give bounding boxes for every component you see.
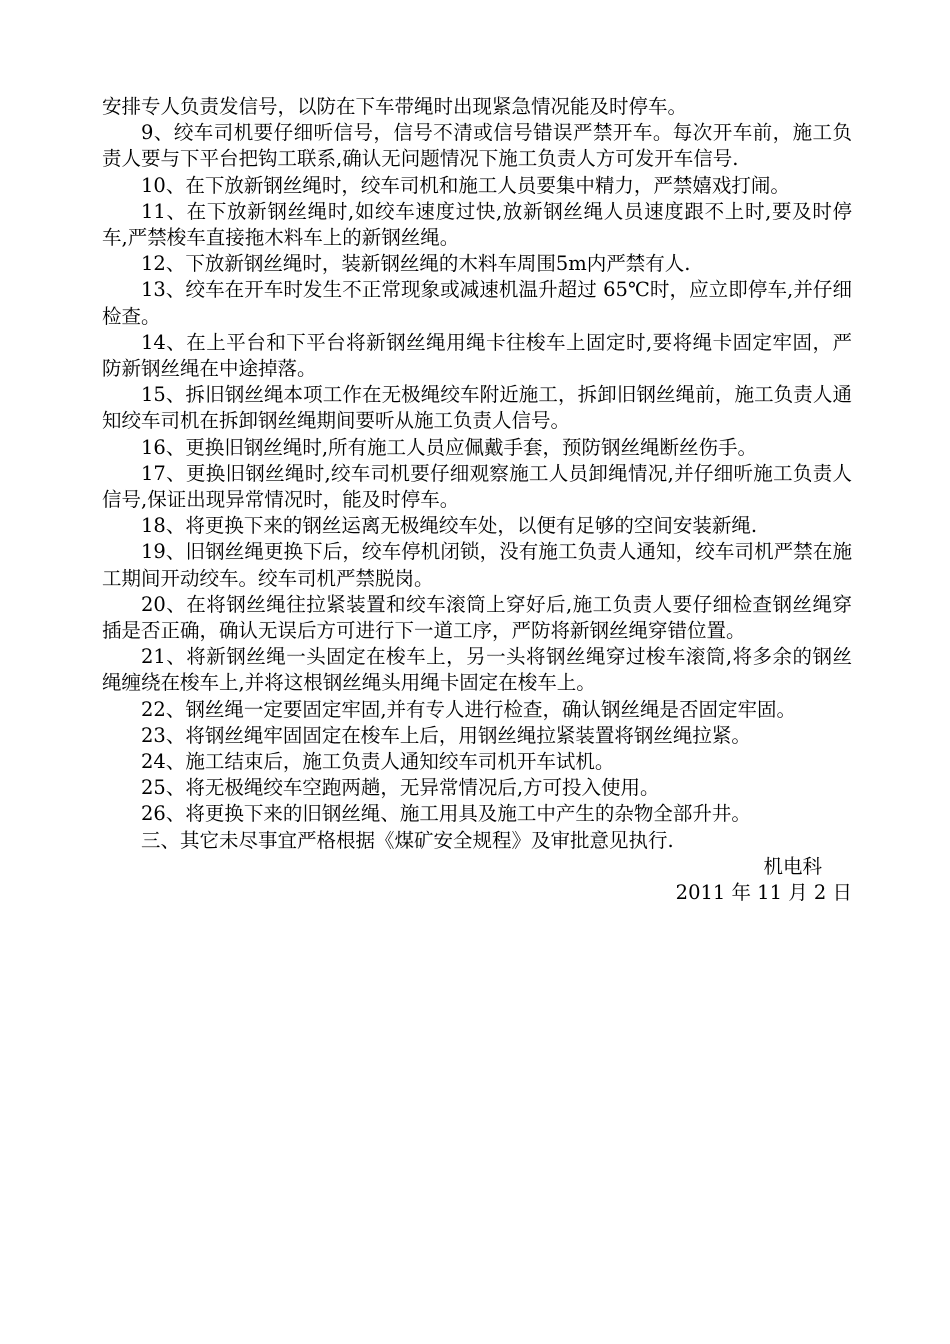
paragraph-continuation: 安排专人负责发信号，以防在下车带绳时出现紧急情况能及时停车。 xyxy=(102,95,688,118)
paragraph-item-17: 17、更换旧钢丝绳时,绞车司机要仔细观察施工人员卸绳情况,并仔细听施工负责人信号,保证出现异常情况时，能及时停车。 xyxy=(102,461,852,512)
document-page xyxy=(102,94,852,906)
paragraph-item-10: 10、在下放新钢丝绳时，绞车司机和施工人员要集中精力，严禁嬉戏打闹。 xyxy=(141,173,790,197)
paragraph-item-24: 24、施工结束后，施工负责人通知绞车司机开车试机。 xyxy=(141,750,615,774)
signature-date: 2011 年 11 月 2 日 xyxy=(675,881,852,905)
paragraph-item-13: 13、绞车在开车时发生不正常现象或减速机温升超过 65℃时，应立即停车,并仔细检查。 xyxy=(102,278,852,328)
paragraph-item-19: 19、旧钢丝绳更换下后，绞车停机闭锁，没有施工负责人通知，绞车司机严禁在施工期间开动绞车。绞车司机严禁脱岗。 xyxy=(102,540,852,590)
paragraph-item-20: 20、在将钢丝绳往拉紧装置和绞车滚筒上穿好后,施工负责人要仔细检查钢丝绳穿插是否正确，确认无误后方可进行下一道工序，严防将新钢丝绳穿错位置。 xyxy=(102,592,852,643)
paragraph-item-14: 14、在上平台和下平台将新钢丝绳用绳卡往梭车上固定时,要将绳卡固定牢固，严防新钢丝绳在中途掉落。 xyxy=(102,330,852,381)
paragraph-item-22: 22、钢丝绳一定要固定牢固,并有专人进行检查，确认钢丝绳是否固定牢固。 xyxy=(141,697,797,721)
signature-department: 机电科 xyxy=(763,854,822,878)
paragraph-item-15: 15、拆旧钢丝绳本项工作在无极绳绞车附近施工，拆卸旧钢丝绳前，施工负责人通知绞车司机在拆卸钢丝绳期间要听从施工负责人信号。 xyxy=(102,383,852,433)
paragraph-item-26: 26、将更换下来的旧钢丝绳、施工用具及施工中产生的杂物全部升井。 xyxy=(141,802,751,826)
paragraph-item-16: 16、更换旧钢丝绳时,所有施工人员应佩戴手套，预防钢丝绳断丝伤手。 xyxy=(141,435,758,459)
paragraph-item-18: 18、将更换下来的钢丝运离无极绳绞车处，以便有足够的空间安装新绳. xyxy=(141,514,758,538)
paragraph-item-9: 9、绞车司机要仔细听信号，信号不清或信号错误严禁开车。每次开车前，施工负责人要与下平台把钩工联系,确认无问题情况下施工负责人方可发开车信号. xyxy=(102,121,852,171)
paragraph-item-25: 25、将无极绳绞车空跑两趟，无异常情况后,方可投入使用。 xyxy=(141,776,660,800)
paragraph-item-11: 11、在下放新钢丝绳时,如绞车速度过快,放新钢丝绳人员速度跟不上时,要及时停车,严禁梭车直接拖木料车上的新钢丝绳。 xyxy=(102,199,852,250)
paragraph-item-23: 23、将钢丝绳牢固固定在梭车上后，用钢丝绳拉紧装置将钢丝绳拉紧。 xyxy=(141,723,751,747)
paragraph-section-3: 三、其它未尽事宜严格根据《煤矿安全规程》及审批意见执行. xyxy=(141,828,674,852)
paragraph-item-21: 21、将新钢丝绳一头固定在梭车上，另一头将钢丝绳穿过梭车滚筒,将多余的钢丝绳缠绕在梭车上,并将这根钢丝绳头用绳卡固定在梭车上。 xyxy=(102,645,852,695)
paragraph-item-12: 12、下放新钢丝绳时，装新钢丝绳的木料车周围5m内严禁有人. xyxy=(141,252,691,276)
